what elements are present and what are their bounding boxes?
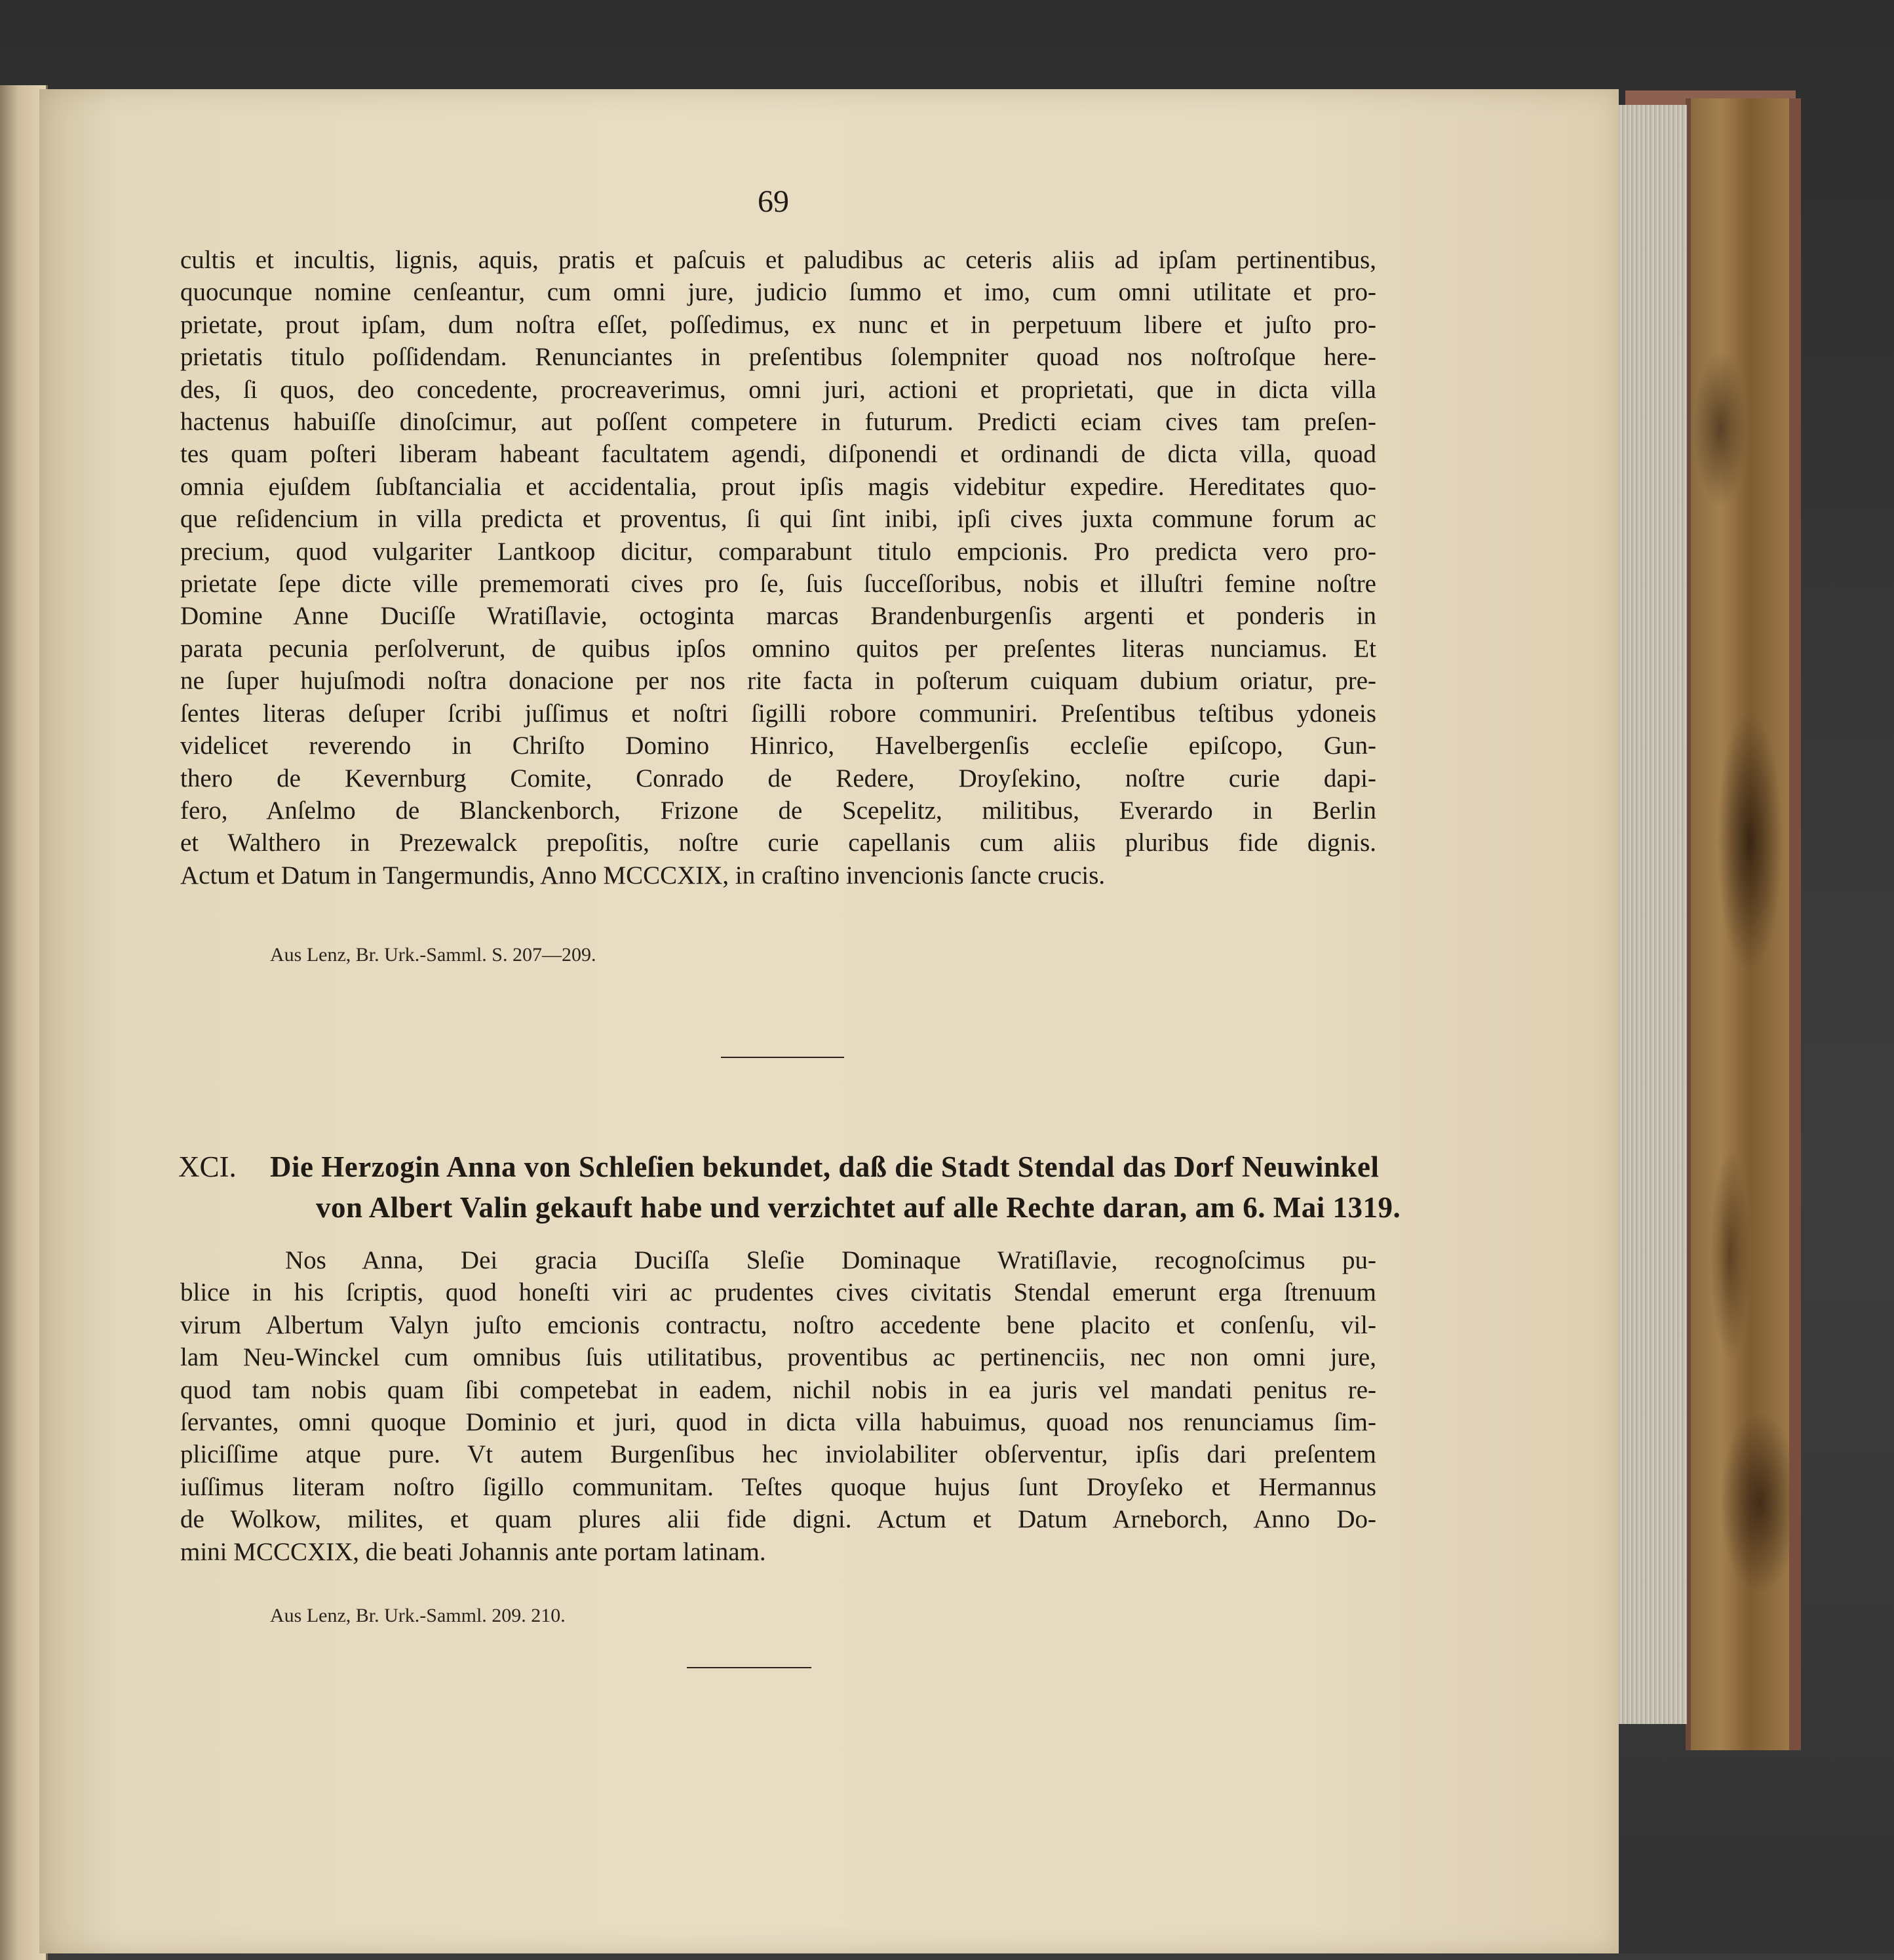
text-line: Nos Anna, Dei gracia Duciſſa Sleſie Dominaque Wratiſlavie, recognoſcimus pu- xyxy=(285,1246,1376,1274)
text-line: et Walthero in Prezewalck prepoſitis, noſtre curie capellanis cum aliis pluribus fide dignis. xyxy=(180,829,1376,857)
text-line: hactenus habuiſſe dinoſcimur, aut poſſent competere in futurum. Predicti eciam cives tam preſen- xyxy=(180,408,1376,437)
text-line: iuſſimus literam noſtro ſigillo communitam. Teſtes quoque hujus ſunt Droyſeko et Hermannus xyxy=(180,1472,1376,1501)
text-line: ſervantes, omni quoque Dominio et juri, quod in dicta villa habuimus, quoad nos renunciamus ſim- xyxy=(180,1408,1376,1437)
document-2-body xyxy=(180,1244,1376,1568)
text-line: quod tam nobis quam ſibi competebat in eadem, nichil nobis in ea juris vel mandati penitus re- xyxy=(180,1375,1376,1404)
source-citation-1: Aus Lenz, Br. Urk.-Samml. S. 207—209. xyxy=(270,944,596,966)
text-line: cultis et incultis, lignis, aquis, pratis et paſcuis et paludibus ac ceteris aliis ad ipſam pertinentibus, xyxy=(180,246,1376,274)
text-line: ſentes literas deſuper ſcribi juſſimus et noſtri ſigilli robore communiri. Preſentibus teſtibus ydoneis xyxy=(180,699,1376,728)
text-line: pliciſſime atque pure. Vt autem Burgenſibus hec inviolabiliter obſerventur, ipſis dari preſentem xyxy=(180,1440,1376,1469)
document-title-line: von Albert Valin gekauft habe und verzichtet auf alle Rechte daran, am 6. Mai 1319. xyxy=(316,1191,1401,1224)
text-line: de Wolkow, milites, et quam plures alii fide digni. Actum et Datum Arneborch, Anno Do- xyxy=(180,1505,1376,1534)
text-line: blice in his ſcriptis, quod honeſti viri ac prudentes cives civitatis Stendal emerunt erga ſtrenuum xyxy=(180,1278,1376,1307)
marbled-book-cover xyxy=(1686,98,1801,1750)
text-line: precium, quod vulgariter Lantkoop dicitur, comparabunt titulo empcionis. Pro predicta vero pro- xyxy=(180,537,1376,566)
text-line: videlicet reverendo in Chriſto Domino Hinrico, Havelbergenſis eccleſie epiſcopo, Gun- xyxy=(180,732,1376,760)
page-number: 69 xyxy=(758,184,789,219)
text-line: virum Albertum Valyn juſto emcionis contractu, noſtro accedente bene placito et conſenſu, vil- xyxy=(180,1310,1376,1339)
document-title-line: Die Herzogin Anna von Schleſien bekundet, daß die Stadt Stendal das Dorf Neuwinkel xyxy=(270,1150,1380,1183)
source-citation-2: Aus Lenz, Br. Urk.-Samml. 209. 210. xyxy=(270,1605,566,1626)
text-line: quocunque nomine cenſeantur, cum omni jure, judicio ſummo et imo, cum omni utilitate et pro- xyxy=(180,278,1376,307)
section-divider xyxy=(687,1667,811,1668)
section-divider xyxy=(721,1057,844,1058)
document-number: XCI. xyxy=(178,1150,237,1183)
text-line: mini MCCCXIX, die beati Johannis ante portam latinam. xyxy=(180,1537,766,1566)
text-line: thero de Kevernburg Comite, Conrado de Redere, Droyſekino, noſtre curie dapi- xyxy=(180,764,1376,793)
page-stack-edge xyxy=(1614,105,1687,1724)
text-line: prietate, prout ipſam, dum noſtra eſſet, poſſedimus, ex nunc et in perpetuum libere et juſto pro- xyxy=(180,310,1376,339)
text-line: lam Neu-Winckel cum omnibus ſuis utilitatibus, proventibus ac pertinenciis, nec non omni jure, xyxy=(180,1343,1376,1372)
text-line: que reſidencium in villa predicta et proventus, ſi qui ſint inibi, ipſi cives juxta commune forum ac xyxy=(180,505,1376,534)
text-line: ne ſuper hujuſmodi noſtra donacione per nos rite facta in poſterum cuiquam dubium oriatur, pre- xyxy=(180,667,1376,696)
text-line: prietatis titulo poſſidendam. Renunciantes in preſentibus ſolempniter quoad nos noſtroſque here- xyxy=(180,343,1376,372)
text-line: des, ſi quos, deo concedente, procreaverimus, omni juri, actioni et proprietati, que in dicta villa xyxy=(180,375,1376,404)
text-line: Domine Anne Duciſſe Wratiſlavie, octoginta marcas Brandenburgenſis argenti et ponderis in xyxy=(180,602,1376,631)
text-line: parata pecunia perſolverunt, de quibus ipſos omnino quitos per preſentes literas nunciamus. Et xyxy=(180,634,1376,663)
text-line: prietate ſepe dicte ville prememorati cives pro ſe, ſuis ſucceſſoribus, nobis et illuſtri femine noſtre xyxy=(180,570,1376,598)
document-1-body xyxy=(180,244,1376,892)
text-line: omnia ejuſdem ſubſtancialia et accidentalia, prout ipſis magis videbitur expedire. Hereditates quo- xyxy=(180,472,1376,501)
text-line: tes quam poſteri liberam habeant facultatem agendi, diſponendi et ordinandi de dicta villa, quoad xyxy=(180,440,1376,469)
text-line: Actum et Datum in Tangermundis, Anno MCCCXIX, in craſtino invencionis ſancte crucis. xyxy=(180,861,1106,890)
text-line: fero, Anſelmo de Blanckenborch, Frizone de Scepelitz, militibus, Everardo in Berlin xyxy=(180,796,1376,825)
